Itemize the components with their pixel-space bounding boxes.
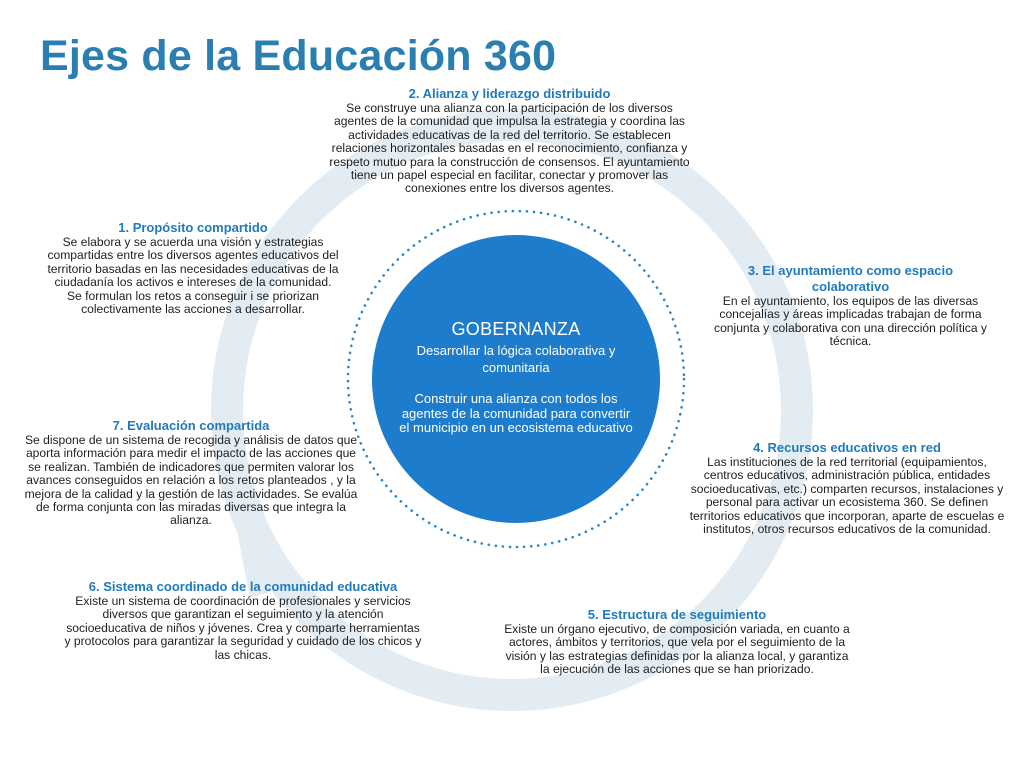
axis-5-block [504,607,850,677]
gobernanza-center [396,318,636,436]
axis-2-heading: 2. Alianza y liderazgo distribuido [408,86,611,101]
gobernanza-title: GOBERNANZA [451,319,581,339]
gobernanza-description: Construir una alianza con todos los agentes de la comunidad para convertir el municipio en un ecosistema educativo [399,391,633,435]
axis-1-heading: 1. Propósito compartido [118,220,268,235]
axis-5-heading: 5. Estructura de seguimiento [587,607,767,622]
axis-1-text: Se elabora y se acuerda una visión y estrategias compartidas entre los diversos agentes educativos del territorio basadas en las necesidades educativas de la ciudadanía los activos e intereses de la comunidad. Se formulan los retos a conseguir i se priorizan colectivamente las acciones a desarrollar. [47,235,339,317]
axis-6-text: Existe un sistema de coordinación de profesionales y servicios diversos que garantizan el seguimiento y la atención socioeducativa de niños y jóvenes. Crea y comparte herramientas y protocolos para garantizar la seguridad y cuidado de los chicos y las chicas. [64,594,422,662]
axis-3-text: En el ayuntamiento, los equipos de las diversas concejalías y áreas implicadas trabajan de forma conjunta y colaborativa con una dirección política y técnica. [714,294,987,349]
axis-2-text: Se construye una alianza con la participación de los diversos agentes de la comunidad que impulsa la estrategia y coordina las actividades educativas de la red del territorio. Se establecen relaciones horizontales basadas en el reconocimiento, confianza y respeto mutuo para la construcción de consensos. El ayuntamiento tiene un papel especial en facilitar, conectar y promover las conexiones entre los diversos agentes. [329,101,690,196]
axis-2-block [327,86,692,196]
axis-6-heading: 6. Sistema coordinado de la comunidad educativa [88,579,398,594]
axis-7-block [18,418,364,528]
axis-7-text: Se dispone de un sistema de recogida y análisis de datos que aporta información para medir el impacto de las acciones que se realizan. También de indicadores que permiten valorar los avances conseguidos en relación a los retos planteados , y la mejora de la calidad y la gestión de las actividades. Se evalúa de forma conjunta con las miradas diversas que integra la alianza. [24,433,358,528]
axis-1-block [46,220,340,316]
axis-4-text: Las instituciones de la red territorial (equipamientos, centros educativos, administración pública, entidades socioeducativas, etc.) comparten recursos, instalaciones y personal para activar un ecosistema 360. Se definen territorios educativos que incorporan, aparte de escuelas e institutos, otros recursos educativos de la comunidad. [689,455,1005,537]
axis-4-block [688,440,1006,536]
gobernanza-subtitle: Desarrollar la lógica colaborativa y comunitaria [416,343,616,375]
axis-3-block [698,263,1003,349]
axis-4-heading: 4. Recursos educativos en red [753,440,941,455]
axis-5-text: Existe un órgano ejecutivo, de composición variada, en cuanto a actores, ámbitos y territorios, que vela por el seguimiento de la visión y las estrategias definidas por la alianza local, y garantiza la ejecución de las acciones que se han priorizado. [504,622,850,677]
axis-6-block [62,579,424,662]
page-title: Ejes de la Educación 360 [40,32,557,80]
axis-3-heading: 3. El ayuntamiento como espacio colaborativo [747,263,954,294]
axis-7-heading: 7. Evaluación compartida [112,418,270,433]
